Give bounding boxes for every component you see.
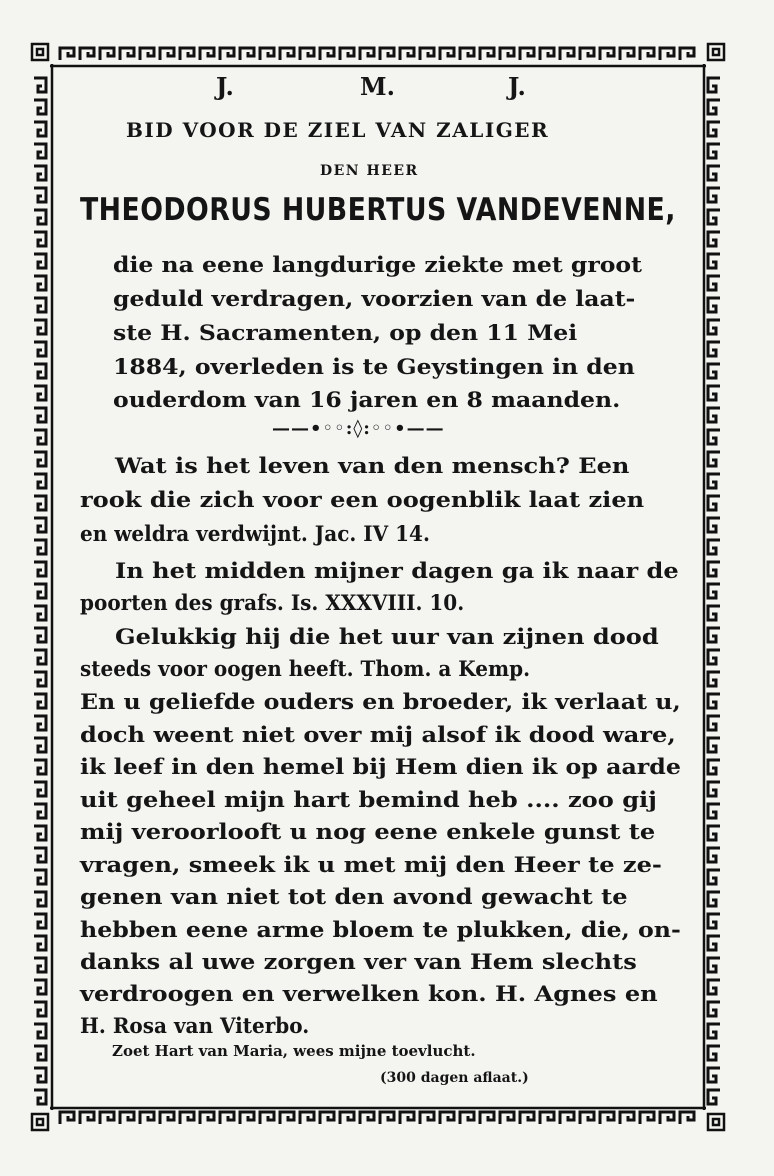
- body-line: Gelukkig hij die het uur van zijnen dood: [115, 625, 659, 650]
- deceased-name: THEODORUS HUBERTUS VANDEVENNE,: [80, 192, 676, 228]
- body-line: doch weent niet over mij alsof ik dood ware,: [80, 723, 676, 748]
- body-line: en weldra verdwijnt. Jac. IV 14.: [80, 522, 430, 547]
- border-segment: [708, 78, 720, 1104]
- body-line: verdroogen en verwelken kon. H. Agnes en: [80, 982, 658, 1007]
- initial-j-left: J.: [216, 72, 234, 101]
- border-segment: [60, 48, 694, 60]
- body-line: In het midden mijner dagen ga ik naar de: [115, 559, 679, 584]
- body-line: genen van niet tot den avond gewacht te: [80, 885, 628, 910]
- body-line: rook die zich voor een oogenblik laat zien: [80, 488, 645, 513]
- body-line: steeds voor oogen heeft. Thom. a Kemp.: [80, 657, 531, 682]
- border-segment: [34, 78, 46, 1104]
- memorial-card: [30, 42, 726, 1132]
- intro-line: 1884, overleden is te Geystingen in den: [113, 354, 635, 379]
- prayer-line: Zoet Hart van Maria, wees mijne toevlucht.: [112, 1042, 476, 1060]
- body-line: poorten des grafs. Is. XXXVIII. 10.: [80, 591, 465, 616]
- initial-j-right: J.: [508, 72, 526, 101]
- body-line: En u geliefde ouders en broeder, ik verlaat u,: [80, 690, 681, 715]
- body-line: vragen, smeek ik u met mij den Heer te ze-: [80, 853, 662, 878]
- body-line: Wat is het leven van den mensch? Een: [115, 454, 630, 479]
- invocation-heading: BID VOOR DE ZIEL VAN ZALIGER: [126, 118, 550, 142]
- initial-m: M.: [360, 72, 395, 101]
- intro-line: ouderdom van 16 jaren en 8 maanden.: [113, 387, 621, 412]
- body-line: danks al uwe zorgen ver van Hem slechts: [80, 950, 637, 975]
- ornamental-divider: ——•◦◦:◊:◦◦•——: [272, 418, 445, 439]
- intro-line: geduld verdragen, voorzien van de laat-: [113, 286, 636, 311]
- indulgence-note: (300 dagen aflaat.): [380, 1070, 529, 1086]
- body-line: mij veroorlooft u nog eene enkele gunst te: [80, 820, 656, 845]
- intro-line: ste H. Sacramenten, op den 11 Mei: [113, 320, 578, 345]
- body-line: H. Rosa van Viterbo.: [80, 1014, 310, 1039]
- body-line: hebben eene arme bloem te plukken, die, on-: [80, 918, 681, 943]
- body-line: uit geheel mijn hart bemind heb .... zoo gij: [80, 788, 657, 813]
- body-line: ik leef in den hemel bij Hem dien ik op aarde: [80, 755, 681, 780]
- intro-line: die na eene langdurige ziekte met groot: [113, 252, 642, 277]
- title-heading: DEN HEER: [320, 163, 419, 179]
- border-segment: [60, 1112, 694, 1124]
